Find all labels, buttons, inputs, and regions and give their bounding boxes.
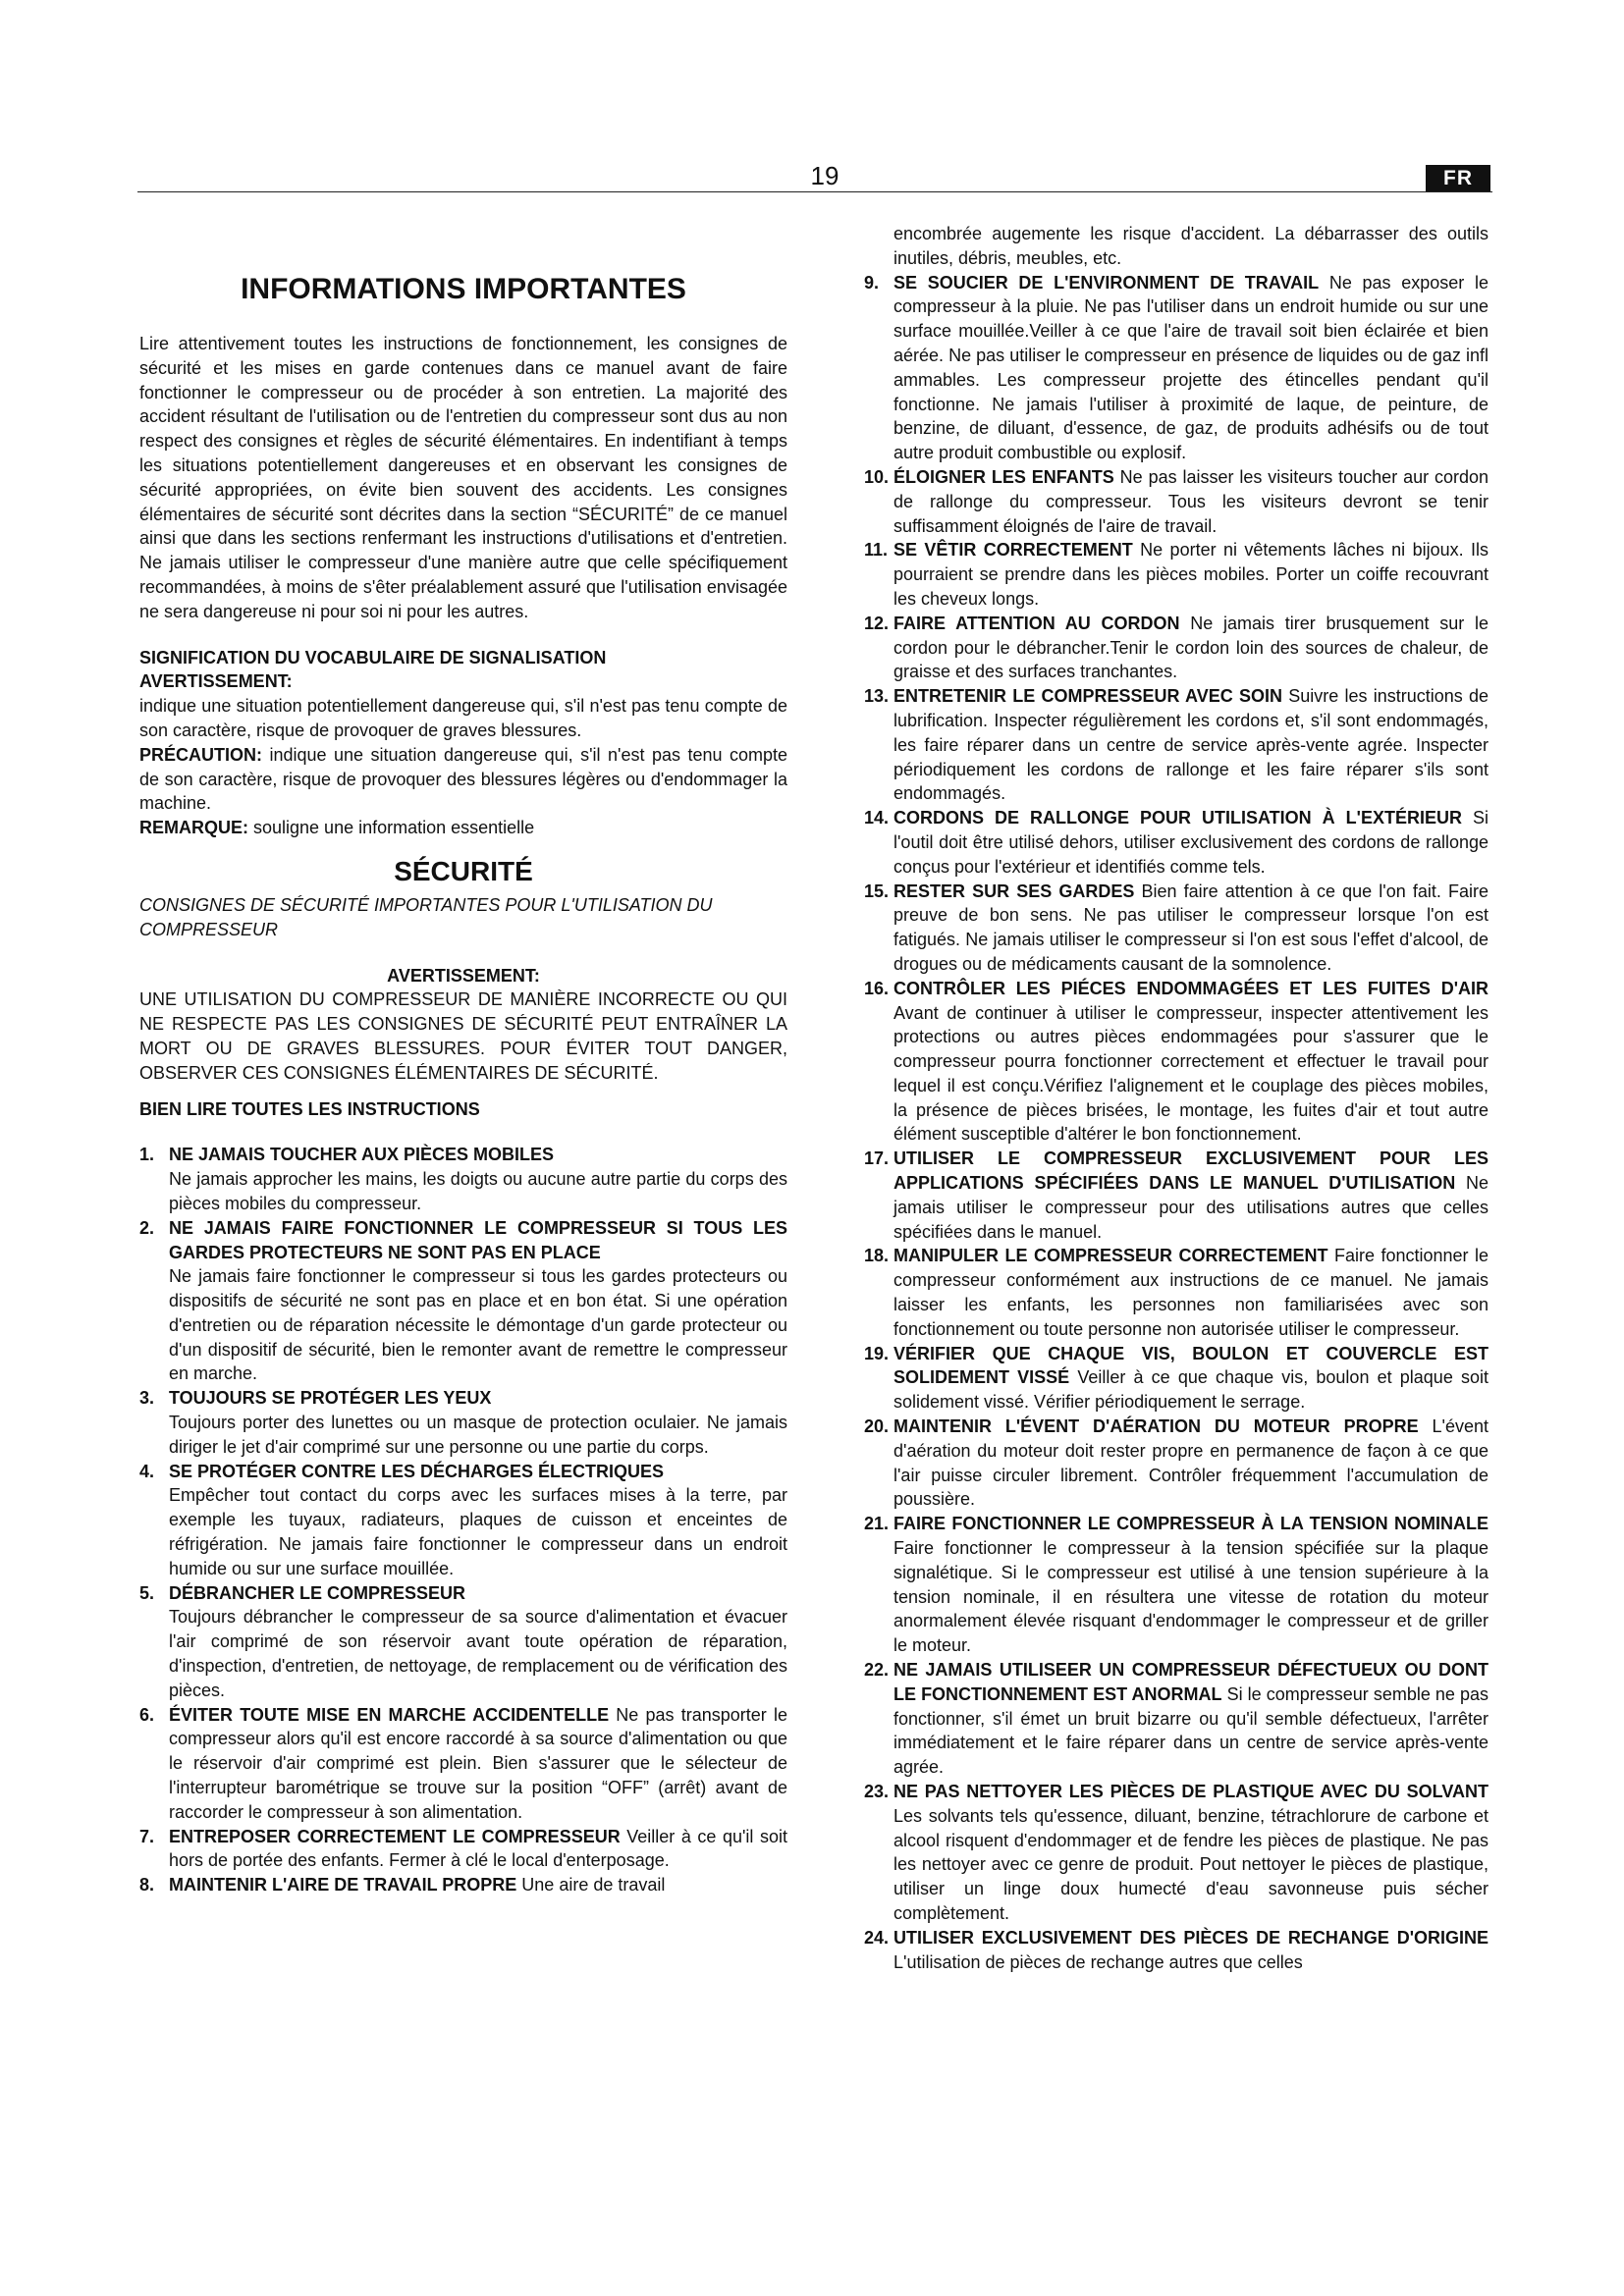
item-body: Ne pas laisser les visiteurs toucher aur cordon de rallonge du compresseur. Tous les visiteurs devront se tenir suffisamment éloignés de l'aire de travail. xyxy=(893,466,1489,536)
item-heading: NE JAMAIS FAIRE FONCTIONNER LE COMPRESSEUR SI TOUS LES GARDES PROTECTEURS NE SONT PAS EN PLACE xyxy=(169,1217,787,1262)
item-body: Faire fonctionner le compresseur à la tension spécifiée sur la plaque signalétique. Si le compresseur est utilisé à une tension supérieure à la tension nominale, il en résultera une vitesse de rotation du moteur anormalement élevée risquant d'endommager le compresseur et de griller le moteur. xyxy=(893,1538,1489,1656)
item-body: Une aire de travail xyxy=(516,1875,666,1896)
item-heading: MANIPULER LE COMPRESSEUR CORRECTEMENT xyxy=(893,1246,1328,1266)
item-heading: VÉRIFIER QUE CHAQUE VIS, BOULON ET COUVERCLE EST SOLIDEMENT VISSÉ xyxy=(893,1343,1489,1388)
intro-paragraph: Lire attentivement toutes les instructions de fonctionnement, les consignes de sécurité et les mises en garde contenues dans ce manuel avant de faire fonctionner le compresseur ou de procéder à son entretien. La majorité des accident résultant de l'utilisation ou de l'entretien du compresseur sont dus au non respect des consignes et règles de sécurité élémentaires. En indentifiant à temps les situations potentiellement dangereuses et en observant les consignes de sécurité appropriées, on évite bien souvent des accidents. Les consignes élémentaires de sécurité sont décrites dans la section “SÉCURITÉ” de ce manuel ainsi que dans les sections renfermant les instructions d'utilisations et d'entretien. Ne jamais utiliser le compresseur d'une manière autre que celle spécifiquement recommandées, à moins de s'êter préalablement assuré que l'utilisation envisagée ne sera dangereuse ni pour soi ni pour les autres. xyxy=(139,334,787,621)
safety-item-20 xyxy=(864,1415,1489,1512)
safety-item-19 xyxy=(864,1342,1489,1415)
item-number: 21. xyxy=(864,1514,890,1534)
item-heading: ENTREPOSER CORRECTEMENT LE COMPRESSEUR xyxy=(169,1826,621,1846)
item-heading: SE VÊTIR CORRECTEMENT xyxy=(893,540,1133,561)
item-body: Ne jamais utiliser le compresseur pour des utilisations autres que celles spécifiées dans le manuel. xyxy=(893,1173,1489,1242)
securite-title: SÉCURITÉ xyxy=(394,855,533,886)
safety-item-21 xyxy=(864,1512,1489,1658)
item-heading: FAIRE FONCTIONNER LE COMPRESSEUR À LA TENSION NOMINALE xyxy=(893,1514,1489,1534)
safety-item-2 xyxy=(139,1216,787,1387)
warning-heading: AVERTISSEMENT: xyxy=(387,965,540,986)
item-body: Ne jamais tirer brusquement sur le cordon pour le débrancher.Tenir le cordon loin des sources de chaleur, de graisse et des surfaces tranchantes. xyxy=(893,613,1489,682)
item-body: L'utilisation de pièces de rechange autres que celles xyxy=(893,1951,1303,1972)
item-number: 14. xyxy=(864,808,890,828)
item-number: 12. xyxy=(864,613,890,633)
item-number: 7. xyxy=(139,1826,155,1846)
remarque-label: REMARQUE: xyxy=(139,818,248,838)
item-number: 23. xyxy=(864,1782,890,1801)
safety-item-11 xyxy=(864,538,1489,611)
warning-text: UNE UTILISATION DU COMPRESSEUR DE MANIÈRE INCORRECTE OU QUI NE RESPECTE PAS LES CONSIGNES DE SÉCURITÉ PEUT ENTRAÎNER LA MORT OU DE GRAVES BLESSURES. POUR ÉVITER TOUT DANGER, OBSERVER CES CONSIGNES ÉLÉMENTAIRES DE SÉCURITÉ. xyxy=(139,989,787,1083)
item-body: Bien faire attention à ce que l'on fait. Faire preuve de bon sens. Ne pas utiliser le compresseur lorsque l'on est fatigués. Ne jamais utiliser le compresseur si l'on est sous l'effet d'alcool, de drogues ou de médicaments causant de la somnolence. xyxy=(893,881,1489,974)
item-body: Les solvants tels qu'essence, diluant, benzine, tétrachlorure de carbone et alcool risquent d'endommager et de fendre les pièces de plastique. Ne pas les nettoyer avec ce genre de produit. Pout nettoyer le pièces de plastique, utiliser un linge doux humecté d'eau savonneuse puis sécher complètement. xyxy=(893,1805,1489,1923)
item-heading: ENTRETENIR LE COMPRESSEUR AVEC SOIN xyxy=(893,686,1282,707)
bien-lire: BIEN LIRE TOUTES LES INSTRUCTIONS xyxy=(139,1098,480,1119)
vocab-title: SIGNIFICATION DU VOCABULAIRE DE SIGNALISATION xyxy=(139,647,607,667)
item-body: Faire fonctionner le compresseur conformément aux instructions de ce manuel. Ne jamais laisser les enfants, les personnes non familiarisées avec son fonctionnement ou toute personne non autorisée utiliser le compresseur. xyxy=(893,1246,1489,1339)
avert-text: indique une situation potentiellement dangereuse qui, s'il n'est pas tenu compte de son caractère, risque de provoquer de graves blessures. xyxy=(139,696,787,740)
safety-item-5 xyxy=(139,1581,787,1703)
item-body: Ne jamais faire fonctionner le compresseur si tous les gardes protecteurs ou dispositifs de sécurité ne sont pas en place et en bon état. Si une opération d'entretien ou de réparation nécessite le démontage d'un garde protecteur ou d'un dispositif de sécurité, bien le remonter avant de remettre le compresseur en marche. xyxy=(169,1266,787,1384)
item-body: L'évent d'aération du moteur doit rester propre en permanence de façon à ce que l'air puisse circuler librement. Contrôler fréquemment l'accumulation de poussière. xyxy=(893,1416,1489,1510)
precaution-paragraph xyxy=(139,743,787,816)
item-body: Si le compresseur semble ne pas fonctionner, s'il émet un bruit bizarre ou qu'il semble défectueux, l'arrêter immédiatement et le faire réparer dans un centre de service après-vente agrée. xyxy=(893,1683,1489,1778)
item-heading: MAINTENIR L'ÉVENT D'AÉRATION DU MOTEUR PROPRE xyxy=(893,1416,1419,1437)
item-number: 16. xyxy=(864,978,890,998)
safety-item-17 xyxy=(864,1147,1489,1244)
precaution-label: PRÉCAUTION: xyxy=(139,744,262,765)
safety-item-10 xyxy=(864,465,1489,538)
item-body: Veiller à ce qu'il soit hors de portée des enfants. Fermer à clé le local d'enterposage. xyxy=(169,1826,787,1871)
item-body: Suivre les instructions de lubrification. Inspecter régulièrement les cordons et, s'il sont endommagés, les faire réparer dans un centre de service après-vente agrée. Inspecter périodiquement les cordons de rallonge et les faire réparer s'ils sont endommagés. xyxy=(893,686,1489,804)
safety-item-23 xyxy=(864,1780,1489,1926)
item-number: 1. xyxy=(139,1145,155,1165)
precaution-text: indique une situation dangereuse qui, s'il n'est pas tenu compte de son caractère, risque de provoquer des blessures légères ou d'endommager la machine. xyxy=(139,744,787,814)
safety-item-18 xyxy=(864,1244,1489,1341)
safety-item-1 xyxy=(139,1143,787,1215)
item-number: 15. xyxy=(864,881,890,901)
item-heading: ÉLOIGNER LES ENFANTS xyxy=(893,466,1114,487)
safety-item-14 xyxy=(864,806,1489,879)
main-title: INFORMATIONS IMPORTANTES xyxy=(241,273,686,305)
item-heading: TOUJOURS SE PROTÉGER LES YEUX xyxy=(169,1388,492,1409)
item-heading: DÉBRANCHER LE COMPRESSEUR xyxy=(169,1582,466,1603)
continuation-text: encombrée augemente les risque d'accident. La débarrasser des outils inutiles, débris, meubles, etc. xyxy=(893,224,1489,268)
item-heading: NE JAMAIS TOUCHER AUX PIÈCES MOBILES xyxy=(169,1145,555,1165)
item-number: 5. xyxy=(139,1582,155,1603)
item-heading: FAIRE ATTENTION AU CORDON xyxy=(893,613,1180,633)
item-heading: SE SOUCIER DE L'ENVIRONMENT DE TRAVAIL xyxy=(893,272,1320,293)
item-heading: ÉVITER TOUTE MISE EN MARCHE ACCIDENTELLE xyxy=(169,1704,610,1725)
item-number: 18. xyxy=(864,1246,890,1266)
safety-item-13 xyxy=(864,684,1489,806)
item-number: 4. xyxy=(139,1461,155,1481)
safety-item-7 xyxy=(139,1825,787,1874)
item-heading: CORDONS DE RALLONGE POUR UTILISATION À L'EXTÉRIEUR xyxy=(893,808,1462,828)
item-body: Veiller à ce que chaque vis, boulon et plaque soit solidement vissé. Vérifier périodiquement le serrage. xyxy=(893,1367,1489,1413)
item-number: 19. xyxy=(864,1343,890,1363)
safety-item-16 xyxy=(864,977,1489,1148)
safety-item-3 xyxy=(139,1386,787,1459)
right-items-list xyxy=(864,271,1489,1975)
right-column xyxy=(864,222,1489,1974)
item-body: Ne jamais approcher les mains, les doigts ou aucune autre partie du corps des pièces mobiles du compresseur. xyxy=(169,1169,787,1213)
safety-item-15 xyxy=(864,880,1489,977)
item-number: 13. xyxy=(864,686,890,707)
left-column xyxy=(139,222,787,1897)
safety-item-9 xyxy=(864,271,1489,465)
item-body: Ne pas transporter le compresseur alors qu'il est encore raccordé à sa source d'alimentation ou que le réservoir d'air comprimé est plein. Bien s'assurer que le sélecteur de l'interrupteur barométrique se trouve sur la position “OFF” (arrêt) avant de raccorder le compresseur à son alimentation. xyxy=(169,1704,787,1822)
item-number: 17. xyxy=(864,1148,890,1169)
item-heading: UTILISER EXCLUSIVEMENT DES PIÈCES DE RECHANGE D'ORIGINE xyxy=(893,1927,1489,1948)
page-number: 19 xyxy=(810,161,839,190)
item-heading: UTILISER LE COMPRESSEUR EXCLUSIVEMENT POUR LES APPLICATIONS SPÉCIFIÉES DANS LE MANUEL D'UTILISATION xyxy=(893,1148,1489,1194)
avert-label: AVERTISSEMENT: xyxy=(139,671,293,692)
safety-item-4 xyxy=(139,1460,787,1581)
item-number: 9. xyxy=(864,272,880,293)
remarque-text: souligne une information essentielle xyxy=(248,818,535,838)
item-body: Ne pas exposer le compresseur à la pluie. Ne pas l'utiliser dans un endroit humide ou sur une surface mouillée.Veiller à ce que l'aire de travail soit bien éclairée et bien aérée. Ne pas utiliser le compresseur en présence de liquides ou de gaz infl ammables. Les compresseur projette des étincelles pendant qu'il fonctionne. Ne jamais l'utiliser à proximité de laque, de peinture, de benzine, de diluant, d'essence, de gaz, de produits adhésifs ou de tout autre produit combustible ou explosif. xyxy=(893,272,1489,463)
item-number: 11. xyxy=(864,540,889,561)
safety-item-6 xyxy=(139,1703,787,1825)
item-heading: SE PROTÉGER CONTRE LES DÉCHARGES ÉLECTRIQUES xyxy=(169,1461,665,1481)
language-badge: FR xyxy=(1426,165,1490,191)
item-number: 24. xyxy=(864,1927,890,1948)
item-body: Toujours porter des lunettes ou un masque de protection oculaier. Ne jamais diriger le jet d'air comprimé sur une personne ou une partie du corps. xyxy=(169,1413,787,1457)
item-number: 22. xyxy=(864,1660,890,1681)
item-number: 20. xyxy=(864,1416,890,1437)
item-heading: CONTRÔLER LES PIÉCES ENDOMMAGÉES ET LES FUITES D'AIR xyxy=(893,978,1489,998)
safety-item-8 xyxy=(139,1873,787,1897)
item-heading: NE JAMAIS UTILISEER UN COMPRESSEUR DÉFECTUEUX OU DONT LE FONCTIONNEMENT EST ANORMAL xyxy=(893,1660,1489,1704)
remarque-paragraph xyxy=(139,816,787,840)
item-body: Ne porter ni vêtements lâches ni bijoux. Ils pourraient se prendre dans les pièces mobiles. Porter un coiffe recouvrant les cheveux longs. xyxy=(893,540,1489,609)
item-number: 2. xyxy=(139,1217,155,1238)
consignes-subtitle: CONSIGNES DE SÉCURITÉ IMPORTANTES POUR L'UTILISATION DU COMPRESSEUR xyxy=(139,894,713,939)
item-body: Empêcher tout contact du corps avec les surfaces mises à la terre, par exemple les tuyaux, radiateurs, plaques de cuisson et enceintes de réfrigération. Ne jamais faire fonctionner le compresseur dans un endroit humide ou sur une surface mouillée. xyxy=(169,1485,787,1578)
item-body: Avant de continuer à utiliser le compresseur, inspecter attentivement les protections ou autres pièces endommagées pour s'assurer que le compresseur pourra fonctionner correctement et effectuer le travail pour lequel il est conçu.Vérifiez l'alignement et le couplage des pièces mobiles, la présence de pièces brisées, le montage, les fuites d'air et tout autre élément susceptible d'altérer le bon fonctionnement. xyxy=(893,1002,1489,1145)
item-body: Toujours débrancher le compresseur de sa source d'alimentation et évacuer l'air comprimé de son réservoir avant toute opération de réparation, d'inspection, d'entretien, de nettoyage, de remplacement ou de vérification des pièces. xyxy=(169,1607,787,1700)
safety-item-22 xyxy=(864,1658,1489,1780)
item-number: 10. xyxy=(864,466,890,487)
item-number: 6. xyxy=(139,1704,155,1725)
item-number: 8. xyxy=(139,1875,155,1896)
item-heading: MAINTENIR L'AIRE DE TRAVAIL PROPRE xyxy=(169,1875,517,1896)
safety-item-24 xyxy=(864,1926,1489,1975)
item-body: Si l'outil doit être utilisé dehors, utiliser exclusivement des cordons de rallonge conçus pour l'extérieur et identifiés comme tels. xyxy=(893,808,1489,877)
item-heading: RESTER SUR SES GARDES xyxy=(893,881,1135,901)
item-number: 3. xyxy=(139,1388,155,1409)
item-heading: NE PAS NETTOYER LES PIÈCES DE PLASTIQUE AVEC DU SOLVANT xyxy=(893,1782,1489,1801)
safety-item-12 xyxy=(864,612,1489,684)
header-rule xyxy=(137,191,1492,192)
